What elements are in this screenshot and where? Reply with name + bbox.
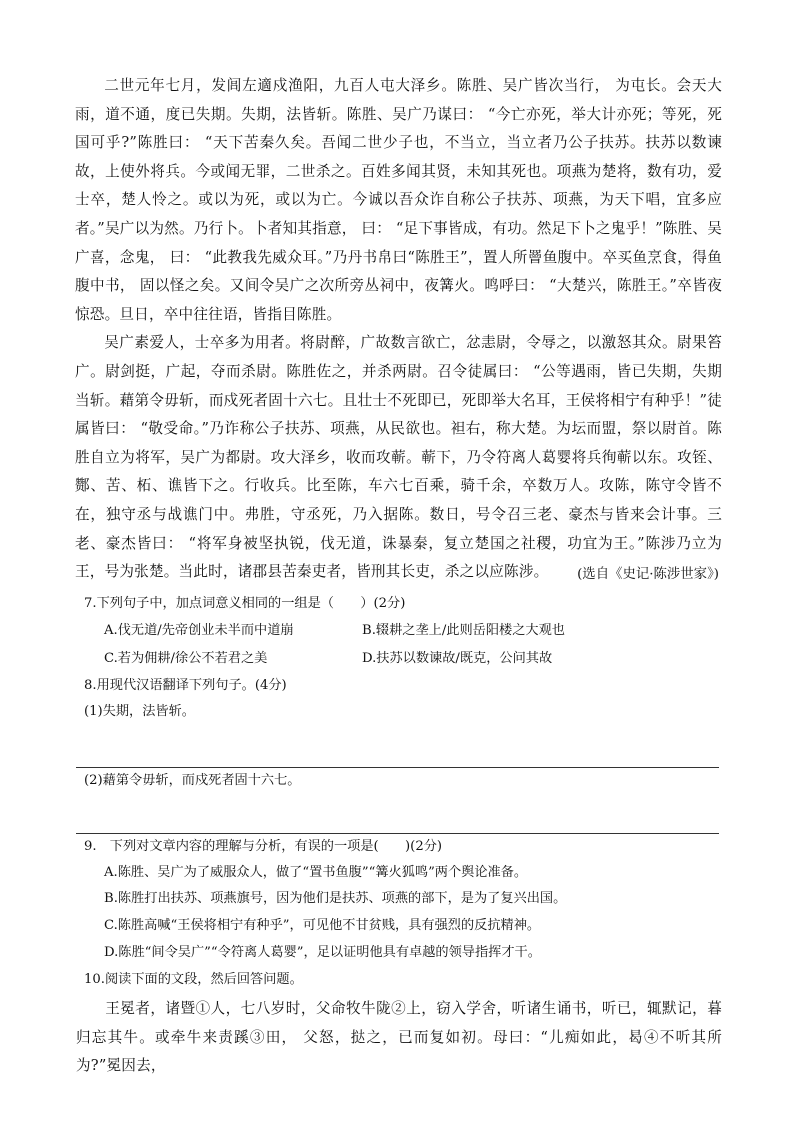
question-7-option-b: B.辍耕之垄上/此则岳阳楼之大观也 (362, 623, 565, 638)
question-9-option-d: D.陈胜“间令吴广”“令符离人葛婴”，足以证明他具有卓越的领导指挥才干。 (104, 945, 541, 960)
question-7-option-d: D.扶苏以数谏故/既克，公问其故 (362, 651, 553, 666)
question-10-stem: 10.阅读下面的文段，然后回答问题。 (84, 972, 303, 987)
passage-source: (选自《史记·陈涉世家》) (577, 567, 719, 582)
question-10-passage (76, 995, 722, 1081)
answer-line (76, 833, 719, 834)
question-7-option-c: C.若为佣耕/徐公不若君之美 (104, 651, 268, 666)
question-9-option-c: C.陈胜高喊“王侯将相宁有种乎”，可见他不甘贫贱，具有强烈的反抗精神。 (104, 918, 541, 933)
passage-paragraph: 二世元年七月，发闾左適戍渔阳，九百人屯大泽乡。陈胜、吴广皆次当行， 为屯长。会天大雨，道不通，度已失期。失期，法皆斩。陈胜、吴广乃谋曰： “今亡亦死，举大计亦死；等死，死国可乎?”陈胜曰： “天下苦秦久矣。吾闻二世少子也，不当立，当立者乃公子扶苏。扶苏以数谏故，上使外将兵。今或闻无罪，二世杀之。百姓多闻其贤，未知其死也。项燕为楚将，数有功，爱士卒，楚人怜之。或以为死，或以为亡。今诚以吾众诈自称公子扶苏、项燕，为天下唱，宜多应者。”吴广以为然。乃行卜。卜者知其指意， 曰： “足下事皆成，有功。然足下卜之鬼乎！”陈胜、吴广喜，念鬼， 曰： “此教我先威众耳。”乃丹书帛曰“陈胜王”，置人所罾鱼腹中。卒买鱼烹食，得鱼腹中书， 固以怪之矣。又间令吴广之次所旁丛祠中，夜篝火。鸣呼曰： “大楚兴，陈胜王。”卒皆夜惊恐。旦日，卒中往往语，皆指目陈胜。 (75, 77, 722, 323)
classical-passage (75, 72, 722, 587)
question-10-text: 王冕者，诸暨①人，七八岁时，父命牧牛陇②上，窃入学舍，听诸生诵书，听已，辄默记，暮归忘其牛。或牵牛来责蹊③田， 父怒，挞之，已而复如初。母曰：“儿痴如此，曷④不听其所为?”冕因去， (76, 1000, 722, 1075)
question-9-option-a: A.陈胜、吴广为了威服众人，做了“置书鱼腹”“篝火狐鸣”两个舆论准备。 (104, 865, 528, 880)
answer-line (76, 767, 719, 768)
question-7-option-a: A.伐无道/先帝创业未半而中道崩 (104, 623, 294, 638)
question-9-option-b: B.陈胜打出扶苏、项燕旗号，因为他们是扶苏、项燕的部下，是为了复兴出国。 (104, 891, 567, 906)
question-8-stem: 8.用现代汉语翻译下列句子。(4分) (84, 678, 287, 693)
passage-paragraph: 吴广素爱人，士卒多为用者。将尉醉，广故数言欲亡，忿恚尉，令辱之，以激怒其众。尉果笞广。尉剑挺，广起，夺而杀尉。陈胜佐之，并杀两尉。召令徒属曰： “公等遇雨，皆已失期，失期当斩。藉第令毋斩，而戍死者固十六七。且壮士不死即已，死即举大名耳，王侯将相宁有种乎！”徒属皆曰： “敬受命。”乃诈称公子扶苏、项燕，从民欲也。袒右，称大楚。为坛而盟，祭以尉首。陈胜自立为将军，吴广为都尉。攻大泽乡，收而攻蕲。蕲下，乃令符离人葛婴将兵徇蕲以东。攻铚、酂、苦、柘、谯皆下之。行收兵。比至陈，车六七百乘，骑千余，卒数万人。攻陈，陈守令皆不在，独守丞与战谯门中。弗胜，守丞死，乃入据陈。数日，号令召三老、豪杰与皆来会计事。三老、豪杰皆曰： “将军身被坚执锐，伐无道，诛暴秦，复立楚国之社稷，功宜为王。”陈涉乃立为王，号为张楚。当此时，诸郡县苦秦吏者，皆刑其长吏，杀之以应陈涉。 (75, 334, 722, 581)
question-8-item-1: (1)失期，法皆斩。 (84, 704, 195, 719)
question-9-stem: 9. 下列对文章内容的理解与分析，有误的一项是( )(2分) (84, 839, 443, 854)
question-8-item-2: (2)藉第令毋斩，而戍死者固十六七。 (84, 773, 301, 788)
question-7-stem: 7.下列句子中，加点词意义相同的一组是（ ）(2分) (84, 596, 406, 611)
